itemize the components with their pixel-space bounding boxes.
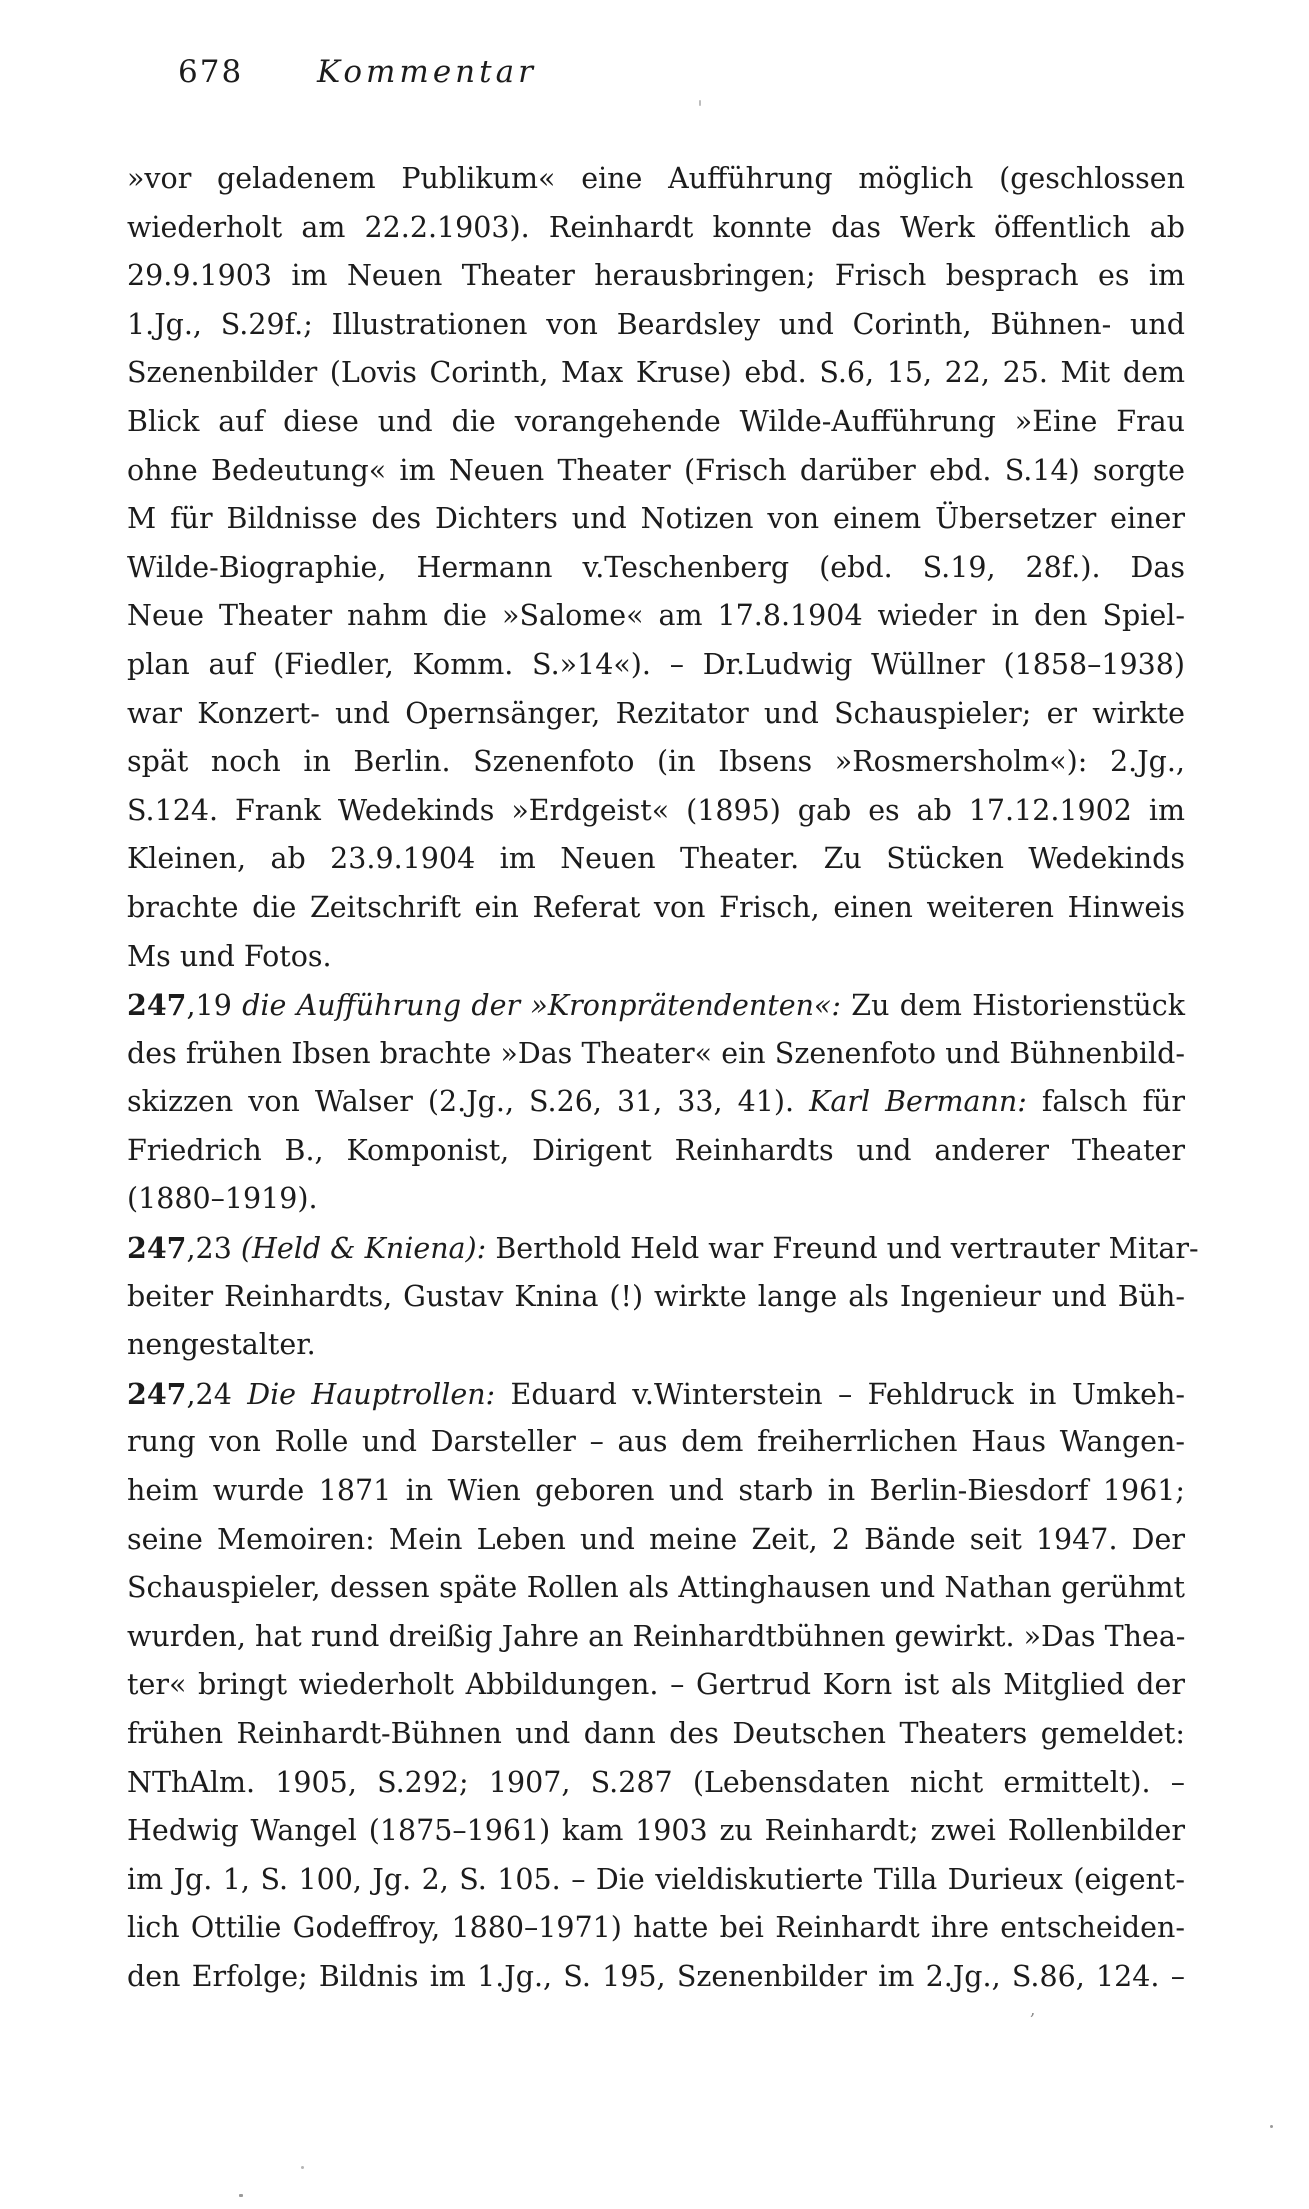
body-segment: ,24	[186, 1377, 248, 1411]
body-segment: Ms und Fotos.	[127, 939, 332, 973]
text-line	[127, 1030, 1185, 1079]
body-segment: Kleinen, ab 23.9.1904 im Neuen Theater. Zu Stücken Wedekinds	[127, 842, 1185, 876]
text-line	[127, 544, 1185, 593]
text-line	[127, 1564, 1185, 1613]
body-segment: des frühen Ibsen brachte »Das Theater« ein Szenenfoto und Bühnenbild-	[127, 1036, 1185, 1070]
body-segment: S.124. Frank Wedekinds »Erdgeist« (1895) gab es ab 17.12.1902 im	[127, 793, 1185, 827]
body-segment: war Konzert- und Opernsänger, Rezitator und Schauspieler; er wirkte	[127, 696, 1185, 730]
body-segment: Hedwig Wangel (1875–1961) kam 1903 zu Reinhardt; zwei Rollenbilder	[127, 1814, 1185, 1848]
body-segment: Blick auf diese und die vorangehende Wilde-Aufführung »Eine Frau	[127, 404, 1185, 438]
body-segment: Schauspieler, dessen späte Rollen als Attinghausen und Nathan gerühmt	[127, 1571, 1185, 1605]
text-line	[127, 1224, 1199, 1273]
body-segment: spät noch in Berlin. Szenenfoto (in Ibsens »Rosmersholm«): 2.Jg.,	[127, 745, 1185, 779]
text-line	[127, 835, 1185, 884]
body-segment: seine Memoiren: Mein Leben und meine Zeit, 2 Bände seit 1947. Der	[127, 1522, 1185, 1556]
body-segment: ,23	[186, 1232, 241, 1266]
text-line	[127, 1273, 1185, 1322]
running-header	[178, 52, 537, 92]
body-segment: wurden, hat rund dreißig Jahre an Reinhardtbühnen gewirkt. »Das Thea-	[127, 1619, 1186, 1653]
text-line	[127, 884, 1185, 933]
body-segment: frühen Reinhardt-Bühnen und dann des Deutschen Theaters gemeldet:	[127, 1717, 1185, 1750]
text-line	[127, 1467, 1185, 1516]
body-segment: Eduard v.Winterstein – Fehldruck in Umkeh-	[495, 1377, 1186, 1411]
text-line	[127, 155, 1185, 204]
text-line	[127, 1418, 1185, 1467]
text-line	[127, 398, 1185, 447]
body-segment: skizzen von Walser (2.Jg., S.26, 31, 33, 41).	[127, 1085, 810, 1119]
text-line	[127, 1127, 1185, 1176]
text-line	[127, 592, 1185, 641]
body-segment: Berthold Held war Freund und vertrauter Mitar-	[486, 1232, 1199, 1266]
body-segment: 1.Jg., S.29f.; Illustrationen von Beardsley und Corinth, Bühnen- und	[127, 307, 1185, 341]
body-segment: Zu dem Historienstück	[840, 989, 1185, 1023]
lemma-page-ref: 247	[127, 988, 187, 1023]
body-segment: ohne Bedeutung« im Neuen Theater (Frisch darüber ebd. S.14) sorgte	[127, 453, 1185, 487]
body-text	[127, 155, 1199, 2002]
scan-artifact-speck	[1270, 2125, 1273, 2128]
body-segment: ter« bringt wiederholt Abbildungen. – Gertrud Korn ist als Mitglied der	[127, 1668, 1185, 1702]
lemma-text: Die Hauptrollen:	[247, 1377, 496, 1411]
text-line	[127, 252, 1185, 301]
text-line	[127, 1904, 1185, 1953]
lemma-page-ref: 247	[127, 1376, 187, 1411]
lemma-text: Karl Bermann:	[809, 1085, 1027, 1119]
lemma-page-ref: 247	[127, 1231, 187, 1266]
body-segment: nengestalter.	[127, 1328, 316, 1362]
body-segment: rung von Rolle und Darsteller – aus dem freiherrlichen Haus Wangen-	[127, 1425, 1185, 1459]
running-header-title: Kommentar	[317, 54, 537, 90]
body-segment: NThAlm. 1905, S.292; 1907, S.287 (Lebensdaten nicht ermittelt). –	[127, 1765, 1185, 1799]
text-line	[127, 1516, 1185, 1565]
text-line	[127, 1321, 1185, 1370]
text-line	[127, 641, 1185, 690]
body-segment: im Jg. 1, S. 100, Jg. 2, S. 105. – Die vieldiskutierte Tilla Durieux (eigent-	[127, 1862, 1185, 1896]
text-line	[127, 1661, 1185, 1710]
body-segment: falsch für	[1026, 1085, 1185, 1119]
text-line	[127, 1078, 1185, 1127]
text-line	[127, 1370, 1185, 1419]
body-segment: Wilde-Biographie, Hermann v.Teschenberg (ebd. S.19, 28f.). Das	[127, 550, 1185, 584]
text-line	[127, 933, 1185, 982]
text-line	[127, 981, 1185, 1030]
body-segment: 29.9.1903 im Neuen Theater herausbringen; Frisch besprach es im	[127, 259, 1185, 293]
scan-artifact-speck	[699, 100, 701, 106]
text-line	[127, 1759, 1185, 1808]
text-line	[127, 495, 1185, 544]
body-segment: den Erfolge; Bildnis im 1.Jg., S. 195, Szenenbilder im 2.Jg., S.86, 124. –	[127, 1959, 1185, 1993]
text-line	[127, 447, 1185, 496]
text-line	[127, 349, 1185, 398]
text-line	[127, 787, 1185, 836]
text-line	[127, 690, 1185, 739]
text-line	[127, 204, 1185, 253]
scan-artifact-speck	[239, 2194, 243, 2197]
body-segment: plan auf (Fiedler, Komm. S.»14«). – Dr.Ludwig Wüllner (1858–1938)	[127, 647, 1185, 681]
body-segment: (1880–1919).	[127, 1182, 318, 1216]
body-segment: heim wurde 1871 in Wien geboren und starb in Berlin-Biesdorf 1961;	[127, 1474, 1185, 1508]
body-segment: brachte die Zeitschrift ein Referat von Frisch, einen weiteren Hinweis	[127, 890, 1185, 924]
body-segment: wiederholt am 22.2.1903). Reinhardt konnte das Werk öffentlich ab	[127, 210, 1185, 244]
text-line	[127, 301, 1185, 350]
body-segment: M für Bildnisse des Dichters und Notizen von einem Übersetzer einer	[127, 502, 1185, 536]
text-line	[127, 1807, 1185, 1856]
text-line	[127, 1856, 1185, 1905]
text-line	[127, 1175, 1185, 1224]
body-segment: Friedrich B., Komponist, Dirigent Reinhardts und anderer Theater	[127, 1133, 1185, 1167]
lemma-text: die Aufführung der »Kronprätendenten«:	[242, 989, 841, 1023]
body-segment: lich Ottilie Godeffroy, 1880–1971) hatte bei Reinhardt ihre entscheiden-	[127, 1911, 1185, 1945]
text-line	[127, 1953, 1185, 2002]
text-line	[127, 1613, 1185, 1662]
body-segment: ,19	[186, 989, 243, 1023]
text-line	[127, 1710, 1185, 1759]
body-segment: Szenenbilder (Lovis Corinth, Max Kruse) ebd. S.6, 15, 22, 25. Mit dem	[127, 356, 1185, 390]
scan-artifact-speck	[301, 2166, 304, 2169]
text-line	[127, 738, 1185, 787]
lemma-text: (Held & Kniena):	[240, 1232, 487, 1266]
body-segment: »vor geladenem Publikum« eine Aufführung möglich (geschlossen	[127, 162, 1185, 195]
body-segment: Neue Theater nahm die »Salome« am 17.8.1904 wieder in den Spiel-	[127, 599, 1185, 633]
scan-artifact-comma: ,	[1030, 2000, 1036, 2020]
page-number: 678	[178, 54, 244, 90]
body-segment: beiter Reinhardts, Gustav Knina (!) wirkte lange als Ingenieur und Büh-	[127, 1279, 1185, 1313]
